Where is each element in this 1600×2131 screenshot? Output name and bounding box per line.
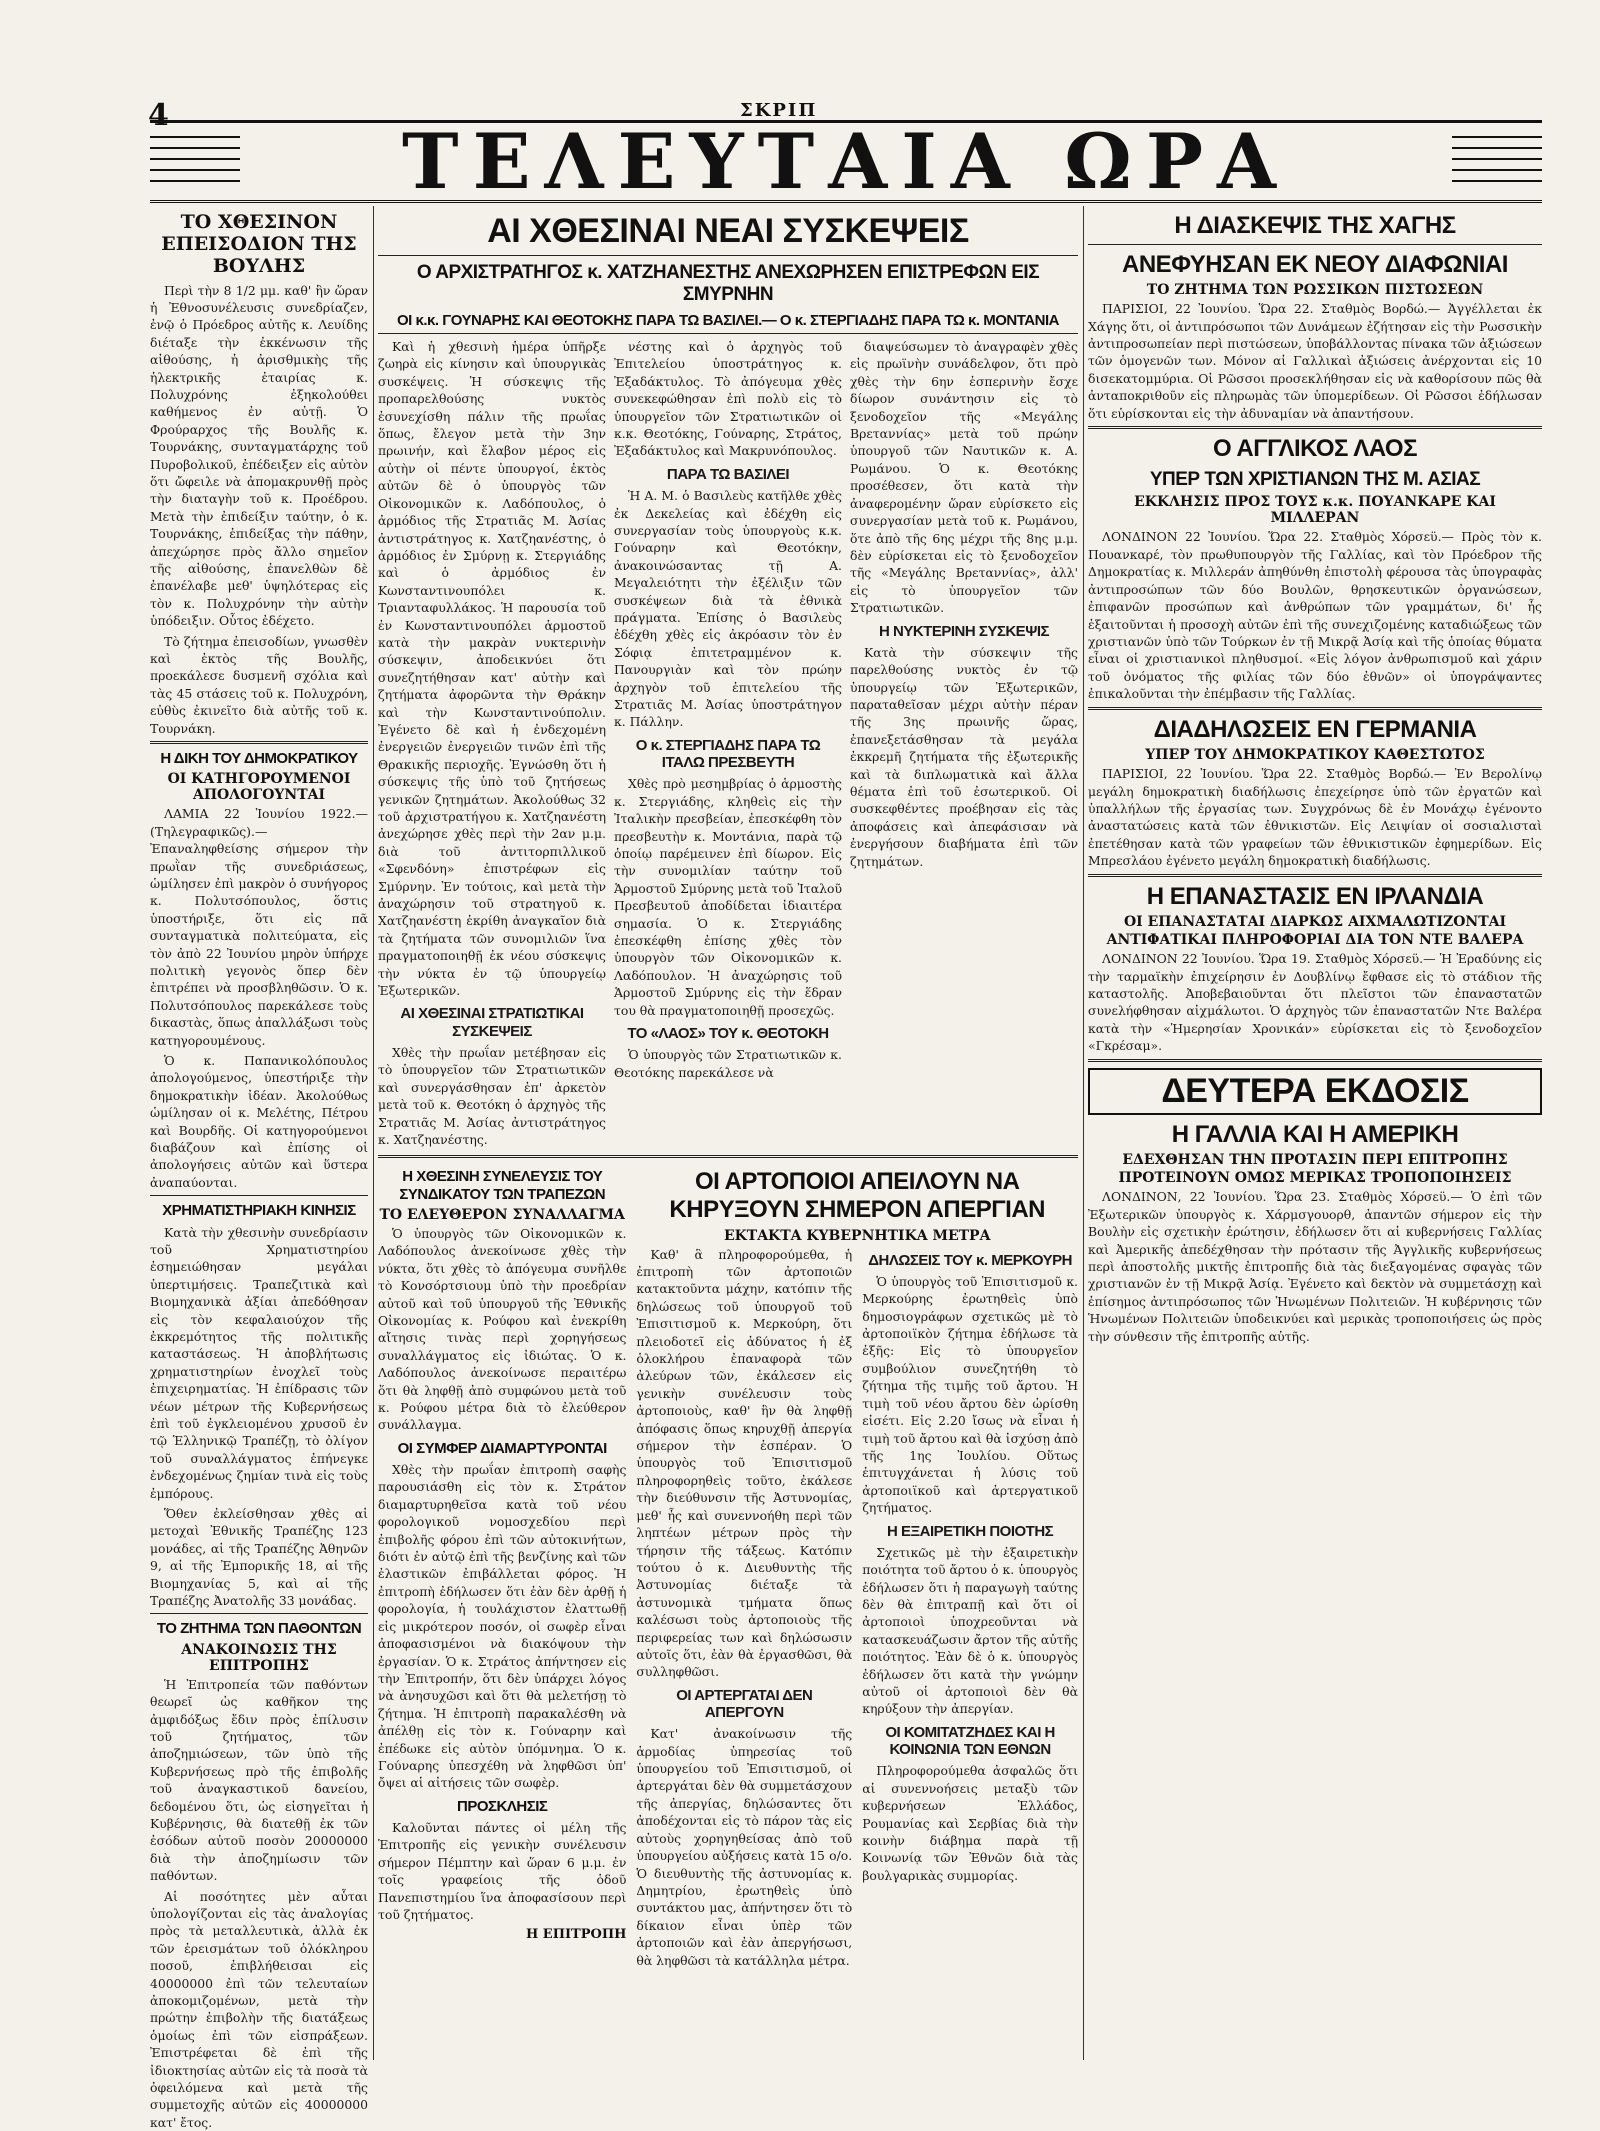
article-body bbox=[1088, 300, 1542, 422]
divider bbox=[378, 255, 1078, 256]
headline: ΟΙ ΚΟΜΙΤΑΤΖΗΔΕΣ ΚΑΙ Η ΚΟΙΝΩΝΙΑ ΤΩΝ ΕΘΝΩΝ bbox=[885, 1723, 1055, 1759]
paragraph: Ἡ Α. Μ. ὁ Βασιλεὺς κατῆλθε χθὲς ἐκ Δεκελείας καὶ ἐδέχθη εἰς συνεργασίαν τοὺς ὑπουργοὺς κ.κ. Γούναρην καὶ Θεοτόκην, ἀνακοινώσαντας τῇ Α. Μεγαλειότητι τὴν ἐξέλιξιν τῶν συσκέψεων διὰ τὰ ἐθνικὰ πράγματα. Ἐπίσης ὁ Βασιλεὺς ἐδέχθη χθὲς εἰς ἀκρόασιν τὸν ἐν Σόφιᾳ ἐπιτετραμμένον κ. Πανουργιὰν καὶ τὸν πρώην ἀρχηγὸν τοῦ ἐπιτελείου τῆς Στρατιᾶς Μ. Ἀσίας ὑποστράτηγον κ. Πάλλην. bbox=[614, 488, 842, 730]
banner-rule bbox=[150, 200, 1542, 203]
headline: Η ΔΙΚΗ ΤΟΥ ΔΗΜΟΚΡΑΤΙΚΟΥ bbox=[160, 750, 358, 768]
article-body bbox=[150, 805, 368, 1191]
divider bbox=[378, 1155, 1078, 1158]
subheadline: ΥΠΕΡ ΤΟΥ ΔΗΜΟΚΡΑΤΙΚΟΥ ΚΑΘΕΣΤΩΤΟΣ bbox=[1145, 747, 1485, 764]
subheadline: ΟΙ ΚΑΤΗΓΟΡΟΥΜΕΝΟΙ ΑΠΟΛΟΓΟΥΝΤΑΙ bbox=[167, 771, 351, 804]
paragraph: Τὸ ζήτημα ἐπεισοδίων, γνωσθὲν καὶ ἐκτὸς τῆς Βουλῆς, προεκάλεσε δυσμενῆ σχόλια καὶ τὰς 45 στάσεις τοῦ κ. Πολυχρόνη, εὐθὺς ἐκινεῖτο διὰ αὐτῆς τοῦ κ. Τουρνάκη. bbox=[150, 633, 368, 736]
divider bbox=[1088, 1059, 1542, 1062]
paragraph: Κατ' ἀνακοίνωσιν τῆς ἁρμοδίας ὑπηρεσίας τοῦ ὑπουργείου τοῦ Ἐπισιτισμοῦ, οἱ ἀρτεργάται δὲν θὰ συμμετάσχουν τῆς ἀπεργίας, δηλώσαντες ὅτι ἀποδέχονται εἰς τὸ πάρον τὰς εἰς αὐτοὺς χορηγηθείσας ἀπὸ τοῦ ὑπουργείου αὐξήσεις κατὰ 15 ο/ο. Ὁ διευθυντὴς τῆς ἀστυνομίας κ. Δημητρίου, ἐρωτηθεὶς ὑπὸ συντάκτου μας, ἀπήντησεν ὅτι τὸ δίκαιον εἶναι ὑπὲρ τῶν ἀρτοποιῶν καὶ ἐὰν ἀπεργήσωσι, θὰ ληφθῶσι τὰ κατάλληλα μέτρα. bbox=[636, 1726, 853, 1968]
main-headline: ΑΙ ΧΘΕΣΙΝΑΙ ΝΕΑΙ ΣΥΣΚΕΨΕΙΣ bbox=[487, 212, 969, 250]
center-column bbox=[378, 206, 1078, 2060]
headline: ΟΙ ΑΡΤΕΡΓΑΤΑΙ ΔΕΝ ΑΠΕΡΓΟΥΝ bbox=[676, 1686, 813, 1721]
headline: ΠΑΡΑ ΤΩ ΒΑΣΙΛΕΙ bbox=[666, 465, 790, 483]
article-column bbox=[850, 338, 1078, 1151]
center-bottom bbox=[378, 1162, 1078, 1972]
paragraph: Καλοῦνται πάντες οἱ μέλη τῆς Ἑπιτροπῆς εἰς γενικὴν συνέλευσιν σήμερον Πέμπτην καὶ ὥραν 6 μ.μ. ἐν τοῖς γραφείοις τῆς ὁδοῦ Πανεπιστημίου ἵνα ἀποφασίσουν περὶ τοῦ ζητήματος. bbox=[378, 1820, 627, 1923]
headline: ΤΟ ΖΗΤΗΜΑ ΤΩΝ ΠΑΘΟΝΤΩΝ bbox=[156, 1620, 362, 1638]
paragraph: ΛΟΝΔΙΝΟΝ 22 Ἰουνίου. Ὥρα 22. Σταθμὸς Χόρσεϋ.— Πρὸς τὸν κ. Πουανκαρέ, τὸν πρωθυπουργὸν τῆς Γαλλίας, καὶ τὸν Πρόεδρον τῆς Δημοκρατίας κ. Μιλλεράν ἀπηθύνθη ἐπιστολὴ φέρουσα τὰς ὑπογραφὰς ἀντιπροσώπων τῶν δύο Βουλῶν, θρησκευτικῶν ὀργανώσεων, ἐπιφανῶν προσώπων καὶ ἀνθρώπων τῶν γραμμάτων, δι' ἧς ἐξαιτοῦνται ἡ προσοχὴ αὐτῶν ἐπὶ τῆς συνεχιζομένης καταδιώξεως τῶν χριστιανῶν ὑπὸ τῶν Τούρκων ἐν τῇ Μικρᾷ Ἀσίᾳ καὶ τῆς ὁποίας θύματα εἶναι οἱ χριστιανικοὶ πληθυσμοί. «Εἰς λόγον ἀνθρωπισμοῦ καὶ χάριν τοῦ ὀνόματος τῆς φιλίας τῶν δύο ἐθνῶν» οἱ ὑπογράψαντες ἐπικαλοῦνται τὴν ἐπέμβασιν τῆς Γαλλίας. bbox=[1088, 529, 1542, 702]
subheadline: ΤΟ ΕΛΕΥΘΕΡΟΝ ΣΥΝΑΛΛΑΓΜΑ bbox=[379, 1206, 625, 1223]
paragraph: Κατὰ τὴν σύσκεψιν τῆς παρελθούσης νυκτὸς ἐν τῷ ὑπουργείῳ τῶν Ἐξωτερικῶν, παραταθεῖσαν μέχρι αὐτὴν πέραν τῆς 3ης πρωινῆς ὥρας, ἐπανεξετάσθησαν τὰ μεγάλα ἐκκρεμῆ ζητήματα τῆς ἐξωτερικῆς καὶ τὰ διπλωματικὰ καὶ ἄλλα θέματα ἐπὶ τοῦ ἐσωτερικοῦ. Οἱ συσκεφθέντες προέβησαν εἰς τὰς ἀποφάσεις καὶ ἀπεφάσισαν νὰ ἐνεργήσουν διαβήματα ἐπὶ τῶν ζητημάτων. bbox=[850, 644, 1078, 869]
article-column bbox=[862, 1246, 1078, 1972]
paragraph: Περὶ τὴν 8 1/2 μμ. καθ' ἣν ὥραν ἡ Ἐθνοσυνέλευσις συνεδρίαζεν, ἐνῷ ὁ Πρόεδρος αὐτῆς κ. Λευίδης διέταξε τὴν ἐκκένωσιν τῆς αἰθούσης, ἡ ἀρισθμικὴς τῆς ἡλεκτρικῆς ἐταιρίας κ. Πολυχρόνης ἐξηκολούθει καθήμενος ἐν αὐτῇ. Ὁ Φρούραρχος τῆς Βουλῆς κ. Τουρνάκης, συνταγματάρχης τοῦ Πυροβολικοῦ, ἐπέδειξεν εἰς αὐτὸν ὅτι ὤφειλε νὰ ἀπομακρυνθῇ πρὸς τὴν διαταγὴν τοῦ κ. Προέδρου. Μετὰ τὴν ἐπιδείξιν ταύτην, ὁ κ. Τουρνάκης, ἐπιδείξας τὴν πάθην, ἀπεχώρησε πρὸς ἄλλο σημεῖον τῆς αἰθούσης, ἐπανελθὼν δὲ ἐπανέλαβε μεθ' ὑψηλότερας εἰς τὸν κ. Πολυχρόνην τὴν αὐτὴν ὑπόδειξιν. Οὗτος ἐδέχετο. bbox=[150, 282, 368, 629]
music-staff-right-icon bbox=[1452, 136, 1542, 188]
paragraph: Ὁ ὑπουργὸς τῶν Οἰκονομικῶν κ. Λαδόπουλος ἀνεκοίνωσε χθὲς τὴν νύκτα, ὅτι χθὲς τὸ ἀπόγευμα συνῆλθε τὸ Κονσόρτσιουμ ὑπὸ τὴν προεδρίαν αὐτοῦ καὶ τοῦ ὑπουργοῦ τῆς Ἐθνικῆς Οἰκονομίας κ. Ρούφου καὶ ἐνεκρίθη αἴτησις τινὰς περὶ χορηγήσεως συναλλάγματος εἰς ἰδιώτας. Ὁ κ. Λαδόπουλος ἀνεκοίνωσε περαιτέρω ὅτι θὰ ληφθῇ ἀπὸ συμφώνου μετὰ τοῦ κ. Ρούφου μέτρα διὰ τὸ ἐλεύθερον συνάλλαγμα. bbox=[378, 1225, 627, 1433]
headline: ΑΝΕΦΥΗΣΑΝ ΕΚ ΝΕΟΥ ΔΙΑΦΩΝΙΑΙ bbox=[1122, 250, 1508, 278]
article-body bbox=[1088, 1188, 1542, 1345]
paragraph: ΛΑΜΙΑ 22 Ἰουνίου 1922.— (Τηλεγραφικῶς).— Ἐπαναληφθείσης σήμερον τὴν πρωῒαν τῆς συνεδριάσεως, ὡμίλησεν ἐπὶ μακρὸν ὁ συνήγορος κ. Πολυτσόπουλος, ὅστις ὑποστήριξε, ὅτι εἰς πᾶ συνταγματικὰ πολιτεύματα, εἰς τὸν ἀπὸ 22 Ἰουνίου μηρὸν ὑπήρχε πολιτικὴ γεγονὸς ὅπερ δὲν ἐπιτρέπει νὰ προσβληθῶσιν. Ὁ κ. Πολυτσόπουλος παρεκάλεσε τοὺς δικαστὰς, ὅπως ἀπαλλάξωσι τοὺς κατηγορουμένους. bbox=[150, 806, 368, 1048]
paragraph: ΛΟΝΔΙΝΟΝ, 22 Ἰουνίου. Ὥρα 23. Σταθμὸς Χόρσεϋ.— Ὁ ἐπὶ τῶν Ἐξωτερικῶν ὑπουργὸς κ. Χάρμσγουορθ, ἀπαντῶν σήμερον εἰς τὴν Βουλὴν εἰς σχετικὴν ἐρώτησιν, ἐδήλωσεν ὅτι αἱ κυβερνήσεις Γαλλίας καὶ Ἀμερικῆς ἀπεδέχθησαν τὴν πρότασιν τῆς Ἀγγλικῆς κυβερνήσεως περὶ ἀποστολῆς μικτῆς ἐπιτροπῆς διὰ τὰς διεξαγομένας σφαγὰς τῶν χριστιανῶν ἐν τῇ Μικρᾷ Ἀσίᾳ. Ἐγένετο καὶ δεκτὸν νὰ συμμετάσχῃ καὶ ἐπίσημος ἀντιπρόσωπος τῶν Ἡνωμένων Πολιτειῶν. Ἡ κυβέρνησις τῶν Ἡνωμένων Πολιτειῶν ὑποδεικνύει καὶ μερικὰς τροποποιήσεις ὡς πρὸς τὴν σύνθεσιν τῆς ἐπιτροπῆς αὐτῆς. bbox=[1088, 1189, 1542, 1344]
left-column bbox=[150, 206, 368, 2130]
paragraph: Αἱ ποσότητες μὲν αὗται ὑπολογίζονται εἰς τὰς ἀναλογίας πρὸς τὰ μεταλλευτικὰ, ἀλλὰ ἐκ τῶν ἐρεισμάτων τοῦ ὁλόκληρου ποσοῦ, ἐπιβλήθεισαι εἰς 40000000 ἐπὶ τῶν τελευταίων ἀποκομιζομένων, μετὰ τὴν πρώτην ἐπιβολὴν τῆς διατάξεως ὁμοίως ἐπὶ τῶν εἰσπράξεων. Ἐπιστρέφεται δὲ ἐπὶ τῆς ἰδιοκτησίας αὐτῶν εἰς τὰ ποσὰ τὰ ὀφειλόμενα καὶ μετὰ τῆς συμμετοχῆς αὐτῶν εἰς 40000000 κατ' ἔτος. bbox=[150, 1888, 368, 2130]
paragraph: Ὁ ὑπουργὸς τοῦ Ἐπισιτισμοῦ κ. Μερκούρης ἐρωτηθεὶς ὑπὸ δημοσιογράφων σχετικῶς μὲ τὸ ἀρτοποιϊκὸν ζήτημα ἐδήλωσε τὰ ἑξῆς: Εἰς τὸ ὑπουργεῖον συμβούλιον συνεζητήθη τὸ ζήτημα τῆς τιμῆς τοῦ ἄρτου. Ἡ τιμὴ τοῦ νέου ἄρτου δὲν ὡρίσθη εἰσέτι. Εἰς 2.20 ἴσως νὰ εἶναι ἡ τιμὴ τοῦ ἄρτου καὶ θὰ ἰσχύσῃ ἀπὸ τῆς 1ης Ἰουλίου. Οὕτως ἐπιτυγχάνεται ἡ λύσις τοῦ ἀρτοποιϊκοῦ καὶ ἀρτεργατικοῦ ζητήματος. bbox=[862, 1273, 1078, 1516]
headline: ΥΠΕΡ ΤΩΝ ΧΡΙΣΤΙΑΝΩΝ ΤΗΣ Μ. ΑΣΙΑΣ bbox=[1149, 468, 1481, 490]
headline: ΟΙ ΣΥΜΦΕΡ ΔΙΑΜΑΡΤΥΡΟΝΤΑΙ bbox=[397, 1439, 607, 1457]
divider bbox=[1088, 426, 1542, 429]
center-bottom-left bbox=[378, 1162, 626, 1972]
headline: Η ΧΘΕΣΙΝΗ ΣΥΝΕΛΕΥΣΙΣ ΤΟΥ ΣΥΝΔΙΚΑΤΟΥ ΤΩΝ ΤΡΑΠΕΖΩΝ bbox=[399, 1168, 606, 1203]
subheadline: ΕΚΤΑΚΤΑ ΚΥΒΕΡΝΗΤΙΚΑ ΜΕΤΡΑ bbox=[723, 1227, 991, 1244]
subheadline: ΑΝΤΙΦΑΤΙΚΑΙ ΠΛΗΡΟΦΟΡΙΑΙ ΔΙΑ ΤΟΝ ΝΤΕ ΒΑΛΕΡΑ bbox=[1106, 932, 1524, 949]
subheadline: ΑΝΑΚΟΙΝΩΣΙΣ ΤΗΣ ΕΠΙΤΡΟΠΗΣ bbox=[181, 1641, 337, 1674]
headline: ΔΗΛΩΣΕΙΣ ΤΟΥ κ. ΜΕΡΚΟΥΡΗ bbox=[868, 1251, 1072, 1269]
article-body bbox=[1088, 765, 1542, 869]
article-column bbox=[614, 338, 842, 1151]
divider bbox=[1088, 244, 1542, 245]
divider bbox=[1088, 874, 1542, 877]
headline: Η ΓΑΛΛΙΑ ΚΑΙ Η ΑΜΕΡΙΚΗ bbox=[1171, 1120, 1459, 1148]
subheadline: ΟΙ ΕΠΑΝΑΣΤΑΤΑΙ ΔΙΑΡΚΩΣ ΑΙΧΜΑΛΩΤΙΖΟΝΤΑΙ bbox=[1123, 914, 1507, 931]
article-body bbox=[378, 1819, 626, 1923]
paragraph: Καὶ ἡ χθεσινὴ ἡμέρα ὑπῆρξε ζωηρὰ εἰς κίνησιν καὶ ὑπουργικὰς συσκέψεις. Ἡ σύσκεψις τῆς προπαρελθούσης νυκτὸς ἐσυνεχίσθη πάλιν τῆς πρωΐας ὅπως, ἔλεγον μετὰ τὴν 3ην πρωινήν, καὶ ἔλαβον μέρος εἰς αὐτὴν οἱ πέντε ὑπουργοί, ἐκτὸς αὐτῶν δὲ ὁ ὑπουργὸς τῶν Οἰκονομικῶν κ. Λαδόπουλος, ὁ ἀρμόδιος τῆς Στρατιᾶς Μ. Ἀσίας ἀντιστράτηγος κ. Χατζηανέστης, ὁ ἀρμόδιος ἐν Σμύρνῃ κ. Στεργιάδης καὶ ὁ ἀρμόδιος ἐν Κωνσταντινουπόλει κ. Τριανταφυλλάκος. Ἡ παρουσία τοῦ ἐν Κωνσταντινουπόλει ἁρμοστοῦ κατὰ τὴν μακρὰν νυκτερινὴν σύσκεψιν, ἀποδεικνύει ὅτι συνεζητήθησαν κατ' αὐτὴν καὶ ζητήματα ἀφορῶντα τὴν Θράκην καὶ τὴν Κωνσταντινούπολιν. Ἐγένετο δὲ καὶ ἡ ἐνδεχομένη ἐνεργειῶν ἐνεργειῶν τινῶν ἐπὶ τῆς Θρακικῆς περιοχῆς. Ἐγνώσθη ὅτι ἡ σύσκεψις τῆς ὑπὸ τοῦ ζητήσεως γενικῶν ζητημάτων. Ἀκολούθως 32 τοῦ ἀρχιστρατήγου κ. Χατζηανέστη ἀνεχώρησε χθὲς περὶ τὴν 2αν μ.μ. διὰ τοῦ ἀντιτορπιλλικοῦ «Σφενδόνη» ἐπιστρέφων εἰς Σμύρνην. Ἐν τούτοις, καὶ μετὰ τὴν ἀναχώρησιν τοῦ στρατηγοῦ κ. Χατζηανέστη ἐκρίθη ἀναγκαῖον διὰ τὰ ζητήματα τῶν συνομιλιῶν ἵνα πραγματοποιηθῇ ἐκ νέου σύσκεψις τὴν νύκτα ἐν τῷ ὑπουργείῳ Ἐξωτερικῶν. bbox=[378, 339, 606, 999]
paragraph: διαψεύσωμεν τὸ ἀναγραφὲν χθὲς εἰς πρωϊνὴν συνάδελφον, ὅτι πρὸ χθὲς τὴν 6ην ἑσπερινὴν ἔσχε δίωρον συνάντησιν εἰς τὸ ξενοδοχεῖον τῆς «Μεγάλης Βρεταννίας» μετὰ τοῦ πρώην ὑπουργοῦ τῶν Ναυτικῶν κ. Α. Ρωμάνου. Ὁ κ. Θεοτόκης προσέθεσεν, ὅτι κατὰ τὴν ἀναφερομένην ὥραν εὑρίσκετο εἰς συνεργασίαν μετὰ τοῦ κ. Ρωμάνου, ὅτε ἀπὸ τῆς 6ης μέχρι τῆς 8ης μ.μ. δὲν εὑρίσκεται εἰς τὸ ξενοδοχεῖον τῆς «Μεγάλης Βρεταννίας», ἀλλ' εἰς τὸ ὑπουργεῖον τῶν Στρατιωτικῶν. bbox=[850, 339, 1078, 616]
divider bbox=[1088, 707, 1542, 710]
paragraph: ΛΟΝΔΙΝΟΝ 22 Ἰουνίου. Ὥρα 19. Σταθμὸς Χόρσεϋ.— Ἡ Ἐραδύνης εἰς τὴν ταρμαϊκὴν ἐπιχείρησιν ἐν Δουβλίνῳ ἔφθασε εἰς τὸ στάδιον τῆς καταστολῆς. Ἀποβεβαιοῦνται ὅτι πλεῖστοι τῶν ἐπαναστατῶν συνελήφθησαν αἰχμάλωτοι. Ὁ ἀρχηγὸς τῶν ἐπαναστατῶν Ντε Βαλέρα κατὰ τὴν «Ἡμερησίαν Χρονικάν» εὑρίσκεται εἰς τὸ ξενοδοχεῖον «Γκρέσαμ». bbox=[1088, 951, 1542, 1054]
paragraph: Χθὲς πρὸ μεσημβρίας ὁ ἁρμοστὴς κ. Στεργιάδης, κληθεὶς εἰς τὴν Ἰταλικὴν πρεσβείαν, ἐπεσκέφθη τὸν πρεσβευτὴν κ. Μοντάνια, παρὰ τῷ ὁποίῳ παρέμεινεν ἐπὶ δίωρον. Εἰς τὴν συνομιλίαν ταύτην τοῦ Ἁρμοστοῦ Σμύρνης μετὰ τοῦ Ἰταλοῦ Πρεσβευτοῦ ἀποδίδεται ἰδιαιτέρα σημασία. Ὁ κ. Στεργιάδης ἐπεσκέφθη ἐπίσης χθὲς τὸν ὑπουργὸν τῶν Οἰκονομικῶν κ. Λαδόπουλον. Ἡ ἀναχώρησις τοῦ Ἁρμοστοῦ Σμύρνης εἰς τὴν ἕδραν του θὰ πραγματοποιηθῇ προσεχῶς. bbox=[614, 776, 842, 1018]
paragraph: Ὅθεν ἐκλείσθησαν χθὲς αἱ μετοχαὶ Ἐθνικῆς Τραπέζης 123 μονάδες, αἱ τῆς Τραπέζης Ἀθηνῶν 9, αἱ τῆς Ἐμπορικῆς 18, αἱ τῆς Βιομηχανίας 5, καὶ αἱ τῆς Τραπέζης Ἀνατολῆς 33 μονάδας. bbox=[150, 1506, 368, 1609]
headline: ΧΡΗΜΑΤΙΣΤΗΡΙΑΚΗ ΚΙΝΗΣΙΣ bbox=[162, 1202, 356, 1220]
column-divider bbox=[1083, 206, 1084, 2060]
paragraph: ΠΑΡΙΣΙΟΙ, 22 Ἰουνίου. Ὥρα 22. Σταθμὸς Βορδώ.— Ἀγγέλλεται ἐκ Χάγης ὅτι, οἱ ἀντιπρόσωποι τῶν Δυνάμεων ἐζήτησαν εἰς τὴν Ρωσσικὴν ἀντιπροσωπείαν περὶ πιστώσεων, ὑποβάλλοντας πίνακα τῶν ἀξιώσεων τῶν ὁμογενῶν των. Μόνον αἱ Γαλλικαὶ ἀξιώσεις ἀνέρχονται εἰς 10 δισεκατομμύρια. Οἱ Ρῶσσοι προσεκλήθησαν εἰς νὰ καθορίσουν πῶς θὰ ἀνταποκριθοῦν εἰς πληρωμὰς τῶν ὑπομερίδεων. Οἱ Ρῶσσοι ἐδήλωσαν ὅτι εὑρίσκονται εἰς τὴν ἀδυναμίαν νὰ ἀπαντήσουν. bbox=[1088, 301, 1542, 421]
article-body bbox=[378, 1461, 626, 1792]
right-column bbox=[1088, 206, 1542, 2060]
paragraph: Χθὲς τὴν πρωΐαν μετέβησαν εἰς τὸ ὑπουργεῖον τῶν Στρατιωτικῶν καὶ συνεργάσθησαν ἐπ' ἀρκετὸν μετὰ τοῦ κ. Θεοτόκη ὁ ἀρχηγὸς τῆς Στρατιᾶς Μ. Ἀσίας ἀντιστράτηγος κ. Χατζηανέστης. bbox=[378, 1044, 606, 1147]
divider bbox=[378, 333, 1078, 334]
article-body bbox=[378, 1225, 626, 1434]
divider bbox=[150, 741, 368, 744]
headline: Ο κ. ΣΤΕΡΓΙΑΔΗΣ ΠΑΡΑ ΤΩ ΙΤΑΛΩ ΠΡΕΣΒΕΥΤΗ bbox=[635, 736, 821, 772]
headline: ΤΟ «ΛΑΟΣ» ΤΟΥ κ. ΘΕΟΤΟΚΗ bbox=[627, 1025, 829, 1042]
second-edition-headline: ΔΕΥΤΕΡΑ ΕΚΔΟΣΙΣ bbox=[1088, 1068, 1542, 1115]
masthead-small: ΣΚΡΙΠ bbox=[740, 100, 818, 121]
divider bbox=[150, 1613, 368, 1614]
headline: ΟΙ κ.κ. ΓΟΥΝΑΡΗΣ ΚΑΙ ΘΕΟΤΟΚΗΣ ΠΑΡΑ ΤΩ ΒΑΣΙΛΕΙ.— Ο κ. ΣΤΕΡΓΙΑΔΗΣ ΠΑΡΑ ΤΩ κ. ΜΟΝΤΑΝΙΑ bbox=[397, 311, 1059, 329]
center-bottom-right bbox=[636, 1162, 1078, 1972]
article-columns bbox=[636, 1246, 1078, 1972]
article-body bbox=[150, 1224, 368, 1610]
divider bbox=[150, 1195, 368, 1196]
page-number: 4 bbox=[148, 98, 169, 133]
paragraph: Σχετικῶς μὲ τὴν ἐξαιρετικὴν ποιότητα τοῦ ἄρτου ὁ κ. ὑπουργὸς ἐδήλωσεν ὅτι ἡ παραγωγὴ ταύτης δὲν θὰ ἐπιτραπῇ καὶ ὅτι οἱ ἀρτοποιοὶ ὑποχρεοῦνται νὰ κατασκευάζωσιν ἄρτον τῆς αὐτῆς ποιότητος. Ἐὰν δὲ ὁ κ. ὑπουργὸς ἐδήλωσεν ὅτι κατὰ τὴν γνώμην αὐτοῦ οἱ ἀρτοποιοὶ δὲν θὰ κηρύξουν τὴν ἀπεργίαν. bbox=[862, 1544, 1078, 1717]
headline: ΔΙΑΔΗΛΩΣΕΙΣ ΕΝ ΓΕΡΜΑΝΙΑ bbox=[1153, 715, 1477, 743]
column-divider bbox=[373, 206, 374, 2060]
paragraph: Ἡ Ἐπιτροπεία τῶν παθόντων θεωρεῖ ὡς καθῆκον της ἀμφιδόξως ἔδιν πρὸς ἐπίλυσιν τοῦ ζητήματος, τῶν ἀποζημιώσεων, τῶν ὑπὸ τῆς Κυβερνήσεως πρὸ τῆς ἐπιβολῆς τοῦ ἀναγκαστικοῦ δανείου, δεδομένου ὅτι, ὡς εἰσηγεῖται ἡ Κυβέρνησις, θὰ διατεθῇ ἐκ τῶν ἐσόδων αὐτοῦ ποσὸν 20000000 διὰ τὴν ἀποζημίωσιν τῶν παθόντων. bbox=[150, 1676, 368, 1884]
paragraph: Πληροφορούμεθα ἀσφαλῶς ὅτι αἱ συνεννοήσεις μεταξὺ τῶν κυβερνήσεων Ἑλλάδος, Ρουμανίας καὶ Σερβίας διὰ τὴν κοινὴν διάβημα παρὰ τῇ Κοινωνίᾳ τῶν Ἐθνῶν διὰ τὰς βουλγαρικὰς συμμορίας. bbox=[862, 1763, 1078, 1883]
subheadline: ΤΟ ΖΗΤΗΜΑ ΤΩΝ ΡΩΣΣΙΚΩΝ ΠΙΣΤΩΣΕΩΝ bbox=[1146, 282, 1484, 299]
headline: ΤΟ ΧΘΕΣΙΝΟΝ ΕΠΕΙΣΟΔΙΟΝ ΤΗΣ ΒΟΥΛΗΣ bbox=[161, 211, 357, 277]
banner-title: ΤΕΛΕΥΤΑΙΑ ΩΡΑ bbox=[402, 117, 1290, 206]
headline: ΟΙ ΑΡΤΟΠΟΙΟΙ ΑΠΕΙΛΟΥΝ ΝΑ ΚΗΡΥΞΟΥΝ ΣΗΜΕΡΟΝ ΑΠΕΡΓΙΑΝ bbox=[669, 1168, 1045, 1223]
paragraph: Καθ' ἃ πληροφορούμεθα, ἡ ἐπιτροπὴ τῶν ἀρτοποιῶν κατακτοῦντα μάχην, κατόπιν τῆς δηλώσεως τοῦ ὑπουργοῦ τοῦ Ἐπισιτισμοῦ κ. Μερκούρη, ὅτι πλειοδοτεῖ εἰς ἀδύνατος ἡ ἐξ ὁλοκλήρου ἐπαναφορὰ τῶν ἀλεύρων τῶν, ἐκάλεσεν εἰς γενικὴν συνέλευσιν τοὺς ἀρτοποιοὺς, καθ' ἣν θὰ ληφθῇ ἀπόφασις ὅπως κηρυχθῇ ἀπεργία σήμερον τὴν ἑσπέραν. Ὁ ὑπουργὸς τοῦ Ἐπισιτισμοῦ πληροφορηθεὶς τοῦτο, ἐκάλεσε τὴν διεύθυνσιν τῆς Ἀστυνομίας, μεθ' ἧς καὶ συνεννοήθη περὶ τῶν ληπτέων μέτρων πρὸς τὴν τήρησιν τῆς τάξεως. Κατόπιν τούτου ὁ κ. Διευθυντὴς τῆς Ἀστυνομίας διέταξε τὰ ἀστυνομικὰ τμήματα ὅπως καλέσωσι τοὺς ἀρτοποιοὺς τῆς περιφερείας των καὶ δηλώσωσιν αὐτοῖς ὅτι, ἐὰν θὰ ἐργασθῶσι, θὰ συλληφθῶσι. bbox=[636, 1246, 853, 1680]
subheadline: ΕΚΚΛΗΣΙΣ ΠΡΟΣ ΤΟΥΣ κ.κ. ΠΟΥΑΝΚΑΡΕ ΚΑΙ ΜΙΛΛΕΡΑΝ bbox=[1134, 494, 1496, 527]
headline: Η ΔΙΑΣΚΕΨΙΣ ΤΗΣ ΧΑΓΗΣ bbox=[1174, 212, 1456, 239]
article-body bbox=[1088, 950, 1542, 1054]
paragraph: Ὁ ὑπουργὸς τῶν Στρατιωτικῶν κ. Θεοτόκης παρεκάλεσε νὰ bbox=[614, 1047, 842, 1080]
paragraph: ΠΑΡΙΣΙΟΙ, 22 Ἰουνίου. Ὥρα 22. Σταθμὸς Βορδώ.— Ἐν Βερολίνῳ μεγάλη δημοκρατικὴ διαδήλωσις ἐπεχείρησε ὑπὸ τῶν ἐργατῶν καὶ ὑπαλλήλων τῆς ἐργασίας των. Συγχρόνως δὲ ἐν Μονάχῳ ἐγένοντο ἀναστατώσεις κατὰ τῶν ἐθνικιστῶν. Εἰς Λειψίαν οἱ σοσιαλισταὶ ἐπετέθησαν κατὰ τῶν γραφείων τῶν ἐθνικιστικῶν ἐφημερίδων. Εἰς Μπρεσλάου ἐγένετο μεγάλη δημοκρατικὴ διαδήλωσις. bbox=[1088, 766, 1542, 869]
article-column bbox=[378, 338, 606, 1151]
section-banner bbox=[150, 117, 1542, 206]
article-body bbox=[150, 1676, 368, 2131]
paragraph: νέστης καὶ ὁ ἀρχηγὸς τοῦ Ἐπιτελείου ὑποστράτηγος κ. Ἐξαδάκτυλος. Τὸ ἀπόγευμα χθὲς συνεκεφώθησαν ἐπὶ πολὺ εἰς τὸ ὑπουργεῖον τῶν Στρατιωτικῶν οἱ κ.κ. Θεοτόκης, Γούναρης, Στράτος, Ἐξαδάκτυλος καὶ Μακρυνόπουλος. bbox=[614, 339, 842, 459]
article-body bbox=[1088, 528, 1542, 702]
paragraph: Ὁ κ. Παπανικολόπουλος ἀπολογούμενος, ὑπεστήριξε τὴν δημοκρατικὴν ἰδέαν. Ἀκολούθως ὡμίλησαν οἱ κ. Μελέτης, Πέτρου καὶ Βουρδῆς. Οἱ κατηγορούμενοι διαβάζουν καὶ ἐπίσης οἱ ἀπολογήσεις αὐτῶν καὶ ὕστερα ἀναπαύονται. bbox=[150, 1053, 368, 1190]
headline: Ο ΑΡΧΙΣΤΡΑΤΗΓΟΣ κ. ΧΑΤΖΗΑΝΕΣΤΗΣ ΑΝΕΧΩΡΗΣΕΝ ΕΠΙΣΤΡΕΦΩΝ ΕΙΣ ΣΜΥΡΝΗΝ bbox=[416, 262, 1040, 305]
headline: ΠΡΟΣΚΛΗΣΙΣ bbox=[457, 1797, 548, 1815]
article-body bbox=[150, 282, 368, 738]
subheadline: ΕΔΕΧΘΗΣΑΝ ΤΗΝ ΠΡΟΤΑΣΙΝ ΠΕΡΙ ΕΠΙΤΡΟΠΗΣ bbox=[1122, 1152, 1508, 1169]
article-column bbox=[636, 1246, 852, 1972]
headline: Η ΕΠΑΝΑΣΤΑΣΙΣ ΕΝ ΙΡΛΑΝΔΙΑ bbox=[1146, 882, 1484, 910]
music-staff-left-icon bbox=[150, 136, 240, 188]
headline: Η ΝΥΚΤΕΡΙΝΗ ΣΥΣΚΕΨΙΣ bbox=[879, 622, 1049, 640]
headline: Ο ΑΓΓΛΙΚΟΣ ΛΑΟΣ bbox=[1212, 435, 1418, 463]
paragraph: Χθὲς τὴν πρωΐαν ἐπιτροπὴ σαφὴς παρουσιάσθη εἰς τὸν κ. Στράτον διαμαρτυρηθεῖσα κατὰ τοῦ νέου φορολογικοῦ νομοσχεδίου περὶ ἐπιβολῆς φόρου ἐπὶ τῶν αὐτοκινήτων, διότι ἐν αὐτῷ ἐπὶ τῆς βενζίνης καὶ τῶν ἐλαστικῶν ἐπιβάλλεται φόρος. Ἡ ἐπιτροπὴ ἐδήλωσεν ὅτι ἐὰν δὲν ἀρθῇ ἡ φορολογία, ἡ τουλάχιστον ἐλαττωθῇ εἰς μικρότερον ποσόν, οἱ σωφὲρ εἶναι ἀποφασισμένοι νὰ διακόψουν τὴν ἐργασίαν. Ὁ κ. Στράτος ἀπήντησεν εἰς τὴν Ἐπιτροπήν, ὅτι δὲν ὑπάρχει λόγος νὰ ἀνησυχῶσι καὶ ὅτι θὰ μελετήσῃ τὸ ζήτημα. Ἡ ἐπιτροπὴ παρακαλέσθη νὰ ἀπέλθῃ εἰς τὸν κ. Γούναρην καὶ ἐπέδωκε εἰς αὐτὸν ὑπόμνημα. Ὁ κ. Γούναρης ὑπεσχέθη νὰ ληφθῶσι ὑπ' ὄψει αἱ αἰτήσεις τῶν σωφὲρ. bbox=[378, 1462, 627, 1791]
signature: Η ΕΠΙΤΡΟΠΗ bbox=[525, 1927, 627, 1943]
paragraph: Κατὰ τὴν χθεσινὴν συνεδρίασιν τοῦ Χρηματιστηρίου ἐσημειώθησαν μεγάλαι ὑπερτιμήσεις. Τραπεζιτικὰ καὶ Βιομηχανικὰ ἀξίαι ἀπεδόθησαν εἰς τὸν κεφαλαιούχον τῆς ἐκκρεμότητος τῆς πολιτικῆς καταστάσεως. Ἡ ἀποβλήτωσις χρηματιστηρίων ἐνοχλεῖ τοὺς ἐπιχειρηματίας. Ἡ ἐπίδρασις τῶν νέων μέτρων τῆς Κυβερνήσεως ἐπὶ τοῦ ἐγκλειομένου χρυσοῦ ἐν τῷ Ἑλληνικῷ Τραπέζῃ, τὸ ὀλίγον τοῦ συναλλάγματος ἐπήνεγκε ἐνδεχομένως ζημίαν τινὰ εἰς τοὺς ἐμπόρους. bbox=[150, 1224, 368, 1501]
article-columns bbox=[378, 338, 1078, 1151]
subheadline: ΠΡΟΤΕΙΝΟΥΝ ΟΜΩΣ ΜΕΡΙΚΑΣ ΤΡΟΠΟΠΟΙΗΣΕΙΣ bbox=[1118, 1170, 1512, 1187]
headline: Η ΕΞΑΙΡΕΤΙΚΗ ΠΟΙΟΤΗΣ bbox=[887, 1522, 1054, 1540]
headline: ΑΙ ΧΘΕΣΙΝΑΙ ΣΤΡΑΤΙΩΤΙΚΑΙ ΣΥΣΚΕΨΕΙΣ bbox=[400, 1005, 584, 1040]
